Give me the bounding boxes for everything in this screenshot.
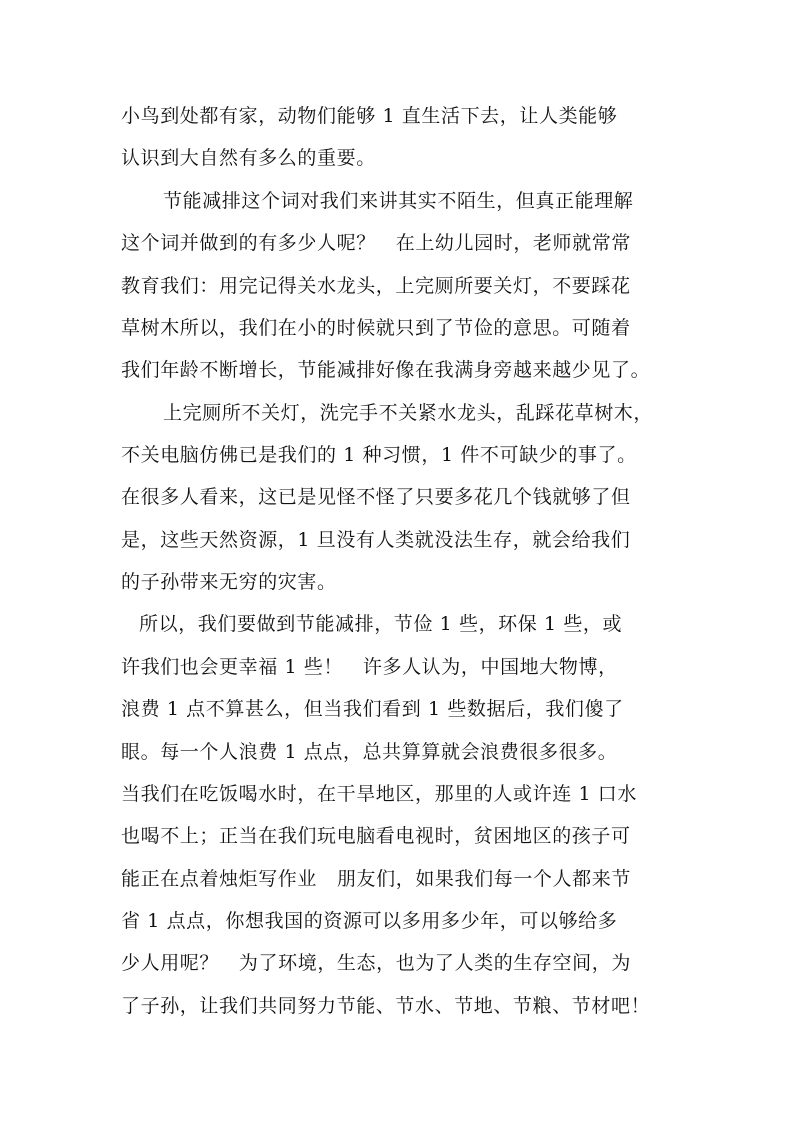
- text-line: 的子孙带来无穷的灾害。: [121, 571, 337, 593]
- text-line: 不关电脑仿佛已是我们的 1 种习惯，1 件不可缺少的事了。: [121, 444, 637, 466]
- text-line: 许我们也会更幸福 1 些！ 许多人认为，中国地大物博，: [121, 656, 618, 678]
- text-line: 是，这些天然资源，1 旦没有人类就没法生存，就会给我们: [121, 529, 631, 551]
- text-line: 我们年龄不断增长，节能减排好像在我满身旁越来越少见了。: [121, 359, 651, 381]
- text-line: 小鸟到处都有家，动物们能够 1 直生活下去，让人类能够: [121, 105, 618, 127]
- text-line: 认识到大自然有多么的重要。: [121, 147, 376, 169]
- text-line: 教育我们：用完记得关水龙头，上完厕所要关灯，不要踩花: [121, 275, 631, 297]
- text-line: 上完厕所不关灯，洗完手不关紧水龙头，乱踩花草树木，: [163, 402, 654, 424]
- text-line: 也喝不上；正当在我们玩电脑看电视时，贫困地区的孩子可: [121, 825, 631, 847]
- text-line: 少人用呢？ 为了环境，生态，也为了人类的生存空间，为: [121, 952, 631, 974]
- text-line: 浪费 1 点不算甚么，但当我们看到 1 些数据后，我们傻了: [121, 698, 624, 720]
- text-line: 草树木所以，我们在小的时候就只到了节俭的意思。可随着: [121, 317, 631, 339]
- text-line: 了子孙，让我们共同努力节能、节水、节地、节粮、节材吧！: [121, 995, 651, 1017]
- text-line: 能正在点着烛炬写作业 朋友们，如果我们每一个人都来节: [121, 868, 631, 890]
- text-line: 眼。每一个人浪费 1 点点，总共算算就会浪费很多很多。: [121, 741, 618, 763]
- text-line: 所以，我们要做到节能减排，节俭 1 些，环保 1 些，或: [139, 613, 623, 635]
- text-line: 省 1 点点，你想我国的资源可以多用多少年，可以够给多: [121, 910, 618, 932]
- text-line: 在很多人看来，这已是见怪不怪了只要多花几个钱就够了但: [121, 486, 631, 508]
- text-line: 节能减排这个词对我们来讲其实不陌生，但真正能理解: [163, 190, 634, 212]
- text-line: 当我们在吃饭喝水时，在干旱地区，那里的人或许连 1 口水: [121, 783, 637, 805]
- text-line: 这个词并做到的有多少人呢？ 在上幼儿园时，老师就常常: [121, 232, 631, 254]
